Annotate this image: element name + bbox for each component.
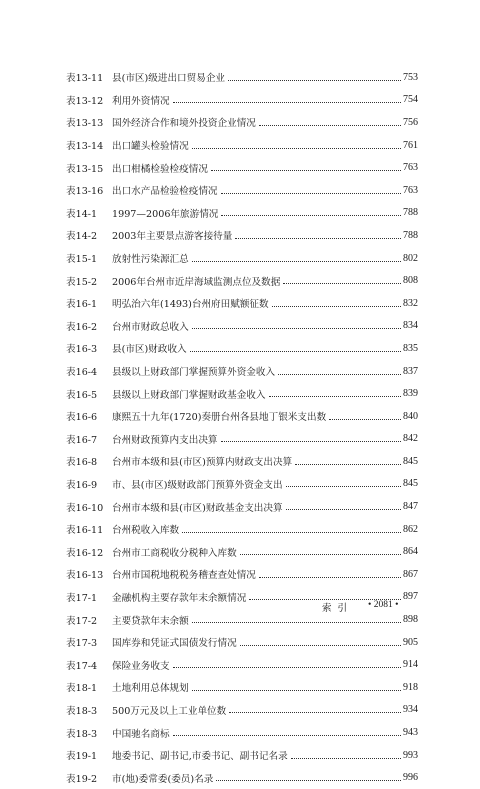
entry-code: 表13-12: [66, 95, 104, 107]
dot-leader: [190, 351, 401, 352]
entry-code: 表16-12: [66, 547, 104, 559]
entry-code: 表16-6: [66, 412, 98, 424]
entry-title: 金融机构主要存款年末余额情况: [112, 592, 247, 604]
entry-title: 康熙五十九年(1720)奏册台州各县地丁银米支出数: [112, 412, 327, 424]
entry-page-number: 905: [403, 636, 418, 648]
entry-code: 表14-2: [66, 231, 98, 243]
toc-entry: [66, 653, 418, 676]
entry-page-number: 864: [403, 546, 418, 558]
toc-entry: [66, 202, 418, 225]
toc-entry: [66, 405, 418, 428]
entry-title: 土地利用总体规划: [112, 683, 189, 695]
toc-entry: [66, 699, 418, 722]
entry-title: 2003年主要景点游客接待量: [112, 231, 233, 243]
entry-page-number: 934: [403, 704, 418, 716]
entry-title: 1997—2006年旅游情况: [112, 208, 219, 220]
entry-page-number: 840: [403, 410, 418, 422]
entry-page-number: 898: [403, 614, 418, 626]
toc-entry: [66, 473, 418, 496]
toc-entry: [66, 89, 418, 112]
entry-title: 台州市国税地税税务稽查查处情况: [112, 570, 256, 582]
entry-page-number: 761: [403, 139, 418, 151]
entry-code: 表13-14: [66, 141, 104, 153]
entry-title: 出口罐头检验情况: [112, 141, 189, 153]
dot-leader: [192, 690, 401, 691]
dot-leader: [173, 735, 401, 736]
toc-entry: [66, 428, 418, 451]
entry-code: 表16-1: [66, 299, 98, 311]
toc-entry: [66, 744, 418, 767]
toc-entry: [66, 247, 418, 270]
entry-code: 表17-1: [66, 592, 98, 604]
entry-title: 放射性污染源汇总: [112, 254, 189, 266]
dot-leader: [291, 758, 401, 759]
toc-entry: [66, 676, 418, 699]
entry-page-number: 788: [403, 207, 418, 219]
entry-page-number: 788: [403, 229, 418, 241]
toc-entry: [66, 111, 418, 134]
dot-leader: [272, 306, 401, 307]
entry-page-number: 847: [403, 501, 418, 513]
entry-code: 表16-3: [66, 344, 98, 356]
entry-title: 主要贷款年末余额: [112, 615, 189, 627]
entry-code: 表16-4: [66, 367, 98, 379]
dot-leader: [235, 238, 401, 239]
entry-code: 表13-15: [66, 163, 104, 175]
entry-code: 表16-2: [66, 321, 98, 333]
entry-code: 表18-1: [66, 683, 98, 695]
entry-code: 表16-8: [66, 457, 98, 469]
dot-leader: [240, 554, 401, 555]
entry-title: 地委书记、副书记,市委书记、副书记名录: [112, 751, 288, 763]
dot-leader: [229, 712, 401, 713]
entry-page-number: 834: [403, 320, 418, 332]
dot-leader: [259, 577, 401, 578]
entry-title: 县(市区)财政收入: [112, 344, 187, 356]
dot-leader: [259, 125, 401, 126]
dot-leader: [221, 193, 401, 194]
entry-code: 表16-10: [66, 502, 104, 514]
entry-title: 县(市区)级进出口贸易企业: [112, 73, 226, 85]
entry-title: 2006年台州市近岸海域监测点位及数据: [112, 276, 281, 288]
entry-page-number: 837: [403, 365, 418, 377]
toc-entry: [66, 766, 418, 789]
toc-entry: [66, 631, 418, 654]
entry-page-number: 802: [403, 252, 418, 264]
entry-page-number: 839: [403, 388, 418, 400]
entry-code: 表17-2: [66, 615, 98, 627]
entry-page-number: 835: [403, 342, 418, 354]
entry-code: 表16-9: [66, 479, 98, 491]
entry-page-number: 996: [403, 772, 418, 784]
entry-page-number: 832: [403, 297, 418, 309]
dot-leader: [192, 148, 401, 149]
toc-entry: [66, 360, 418, 383]
toc-entry: [66, 134, 418, 157]
entry-page-number: 753: [403, 71, 418, 83]
entry-page-number: 862: [403, 523, 418, 535]
toc-entry: [66, 563, 418, 586]
footer-section-label: 索引: [322, 603, 354, 614]
toc-entry: [66, 540, 418, 563]
dot-leader: [221, 441, 401, 442]
entry-title: 台州税收入库数: [112, 525, 180, 537]
entry-page-number: 754: [403, 94, 418, 106]
entry-page-number: 897: [403, 591, 418, 603]
toc-entry: [66, 495, 418, 518]
entry-code: 表13-11: [66, 73, 104, 85]
table-of-contents: [66, 66, 418, 789]
toc-entry: [66, 269, 418, 292]
page-footer: [0, 600, 480, 616]
toc-entry: [66, 156, 418, 179]
entry-code: 表16-11: [66, 525, 104, 537]
dot-leader: [173, 102, 401, 103]
entry-page-number: 763: [403, 184, 418, 196]
toc-entry: [66, 315, 418, 338]
entry-page-number: 914: [403, 659, 418, 671]
entry-code: 表19-2: [66, 773, 98, 785]
dot-leader: [216, 780, 401, 781]
entry-page-number: 756: [403, 116, 418, 128]
entry-page-number: 867: [403, 568, 418, 580]
dot-leader: [192, 261, 401, 262]
entry-title: 市、县(市区)级财政部门预算外资金支出: [112, 479, 283, 491]
entry-page-number: 845: [403, 478, 418, 490]
entry-code: 表19-1: [66, 751, 98, 763]
entry-code: 表16-13: [66, 570, 104, 582]
dot-leader: [173, 667, 401, 668]
entry-title: 500万元及以上工业单位数: [112, 705, 227, 717]
entry-title: 保险业务收支: [112, 660, 170, 672]
toc-entry: [66, 450, 418, 473]
entry-title: 中国驰名商标: [112, 728, 170, 740]
dot-leader: [211, 170, 401, 171]
entry-title: 出口柑橘检验检疫情况: [112, 163, 208, 175]
dot-leader: [286, 486, 401, 487]
dot-leader: [329, 419, 401, 420]
dot-leader: [182, 532, 401, 533]
dot-leader: [278, 374, 401, 375]
entry-title: 台州市本级和县(市区)财政基金支出决算: [112, 502, 283, 514]
entry-title: 台州财政预算内支出决算: [112, 434, 218, 446]
dot-leader: [295, 464, 401, 465]
toc-entry: [66, 66, 418, 89]
entry-code: 表16-5: [66, 389, 98, 401]
entry-title: 台州市工商税收分税种入库数: [112, 547, 237, 559]
toc-entry: [66, 518, 418, 541]
entry-page-number: 943: [403, 727, 418, 739]
entry-page-number: 808: [403, 275, 418, 287]
entry-title: 明弘治六年(1493)台州府田赋额征数: [112, 299, 269, 311]
footer-page-number: • 2081 •: [368, 600, 399, 610]
entry-title: 利用外资情况: [112, 95, 170, 107]
entry-page-number: 845: [403, 455, 418, 467]
toc-entry: [66, 179, 418, 202]
entry-code: 表15-2: [66, 276, 98, 288]
entry-code: 表13-13: [66, 118, 104, 130]
dot-leader: [221, 215, 401, 216]
toc-entry: [66, 337, 418, 360]
dot-leader: [269, 396, 402, 397]
entry-title: 台州市本级和县(市区)预算内财政支出决算: [112, 457, 293, 469]
dot-leader: [240, 645, 401, 646]
entry-title: 出口水产品检验检疫情况: [112, 186, 218, 198]
entry-code: 表17-3: [66, 638, 98, 650]
entry-title: 县级以上财政部门掌握预算外资金收入: [112, 367, 276, 379]
entry-code: 表14-1: [66, 208, 98, 220]
entry-page-number: 842: [403, 433, 418, 445]
entry-title: 县级以上财政部门掌握财政基金收入: [112, 389, 266, 401]
dot-leader: [283, 283, 401, 284]
dot-leader: [192, 622, 401, 623]
toc-entry: [66, 224, 418, 247]
entry-code: 表15-1: [66, 254, 98, 266]
entry-title: 市(地)委常委(委员)名录: [112, 773, 214, 785]
dot-leader: [286, 509, 401, 510]
dot-leader: [228, 80, 401, 81]
entry-title: 国外经济合作和境外投资企业情况: [112, 118, 256, 130]
entry-code: 表16-7: [66, 434, 98, 446]
toc-entry: [66, 382, 418, 405]
entry-code: 表13-16: [66, 186, 104, 198]
toc-entry: [66, 292, 418, 315]
entry-code: 表18-3: [66, 728, 98, 740]
entry-title: 国库券和凭证式国债发行情况: [112, 638, 237, 650]
entry-page-number: 993: [403, 749, 418, 761]
entry-page-number: 918: [403, 681, 418, 693]
dot-leader: [192, 328, 401, 329]
entry-title: 台州市财政总收入: [112, 321, 189, 333]
entry-code: 表18-3: [66, 705, 98, 717]
entry-code: 表17-4: [66, 660, 98, 672]
toc-entry: [66, 721, 418, 744]
entry-page-number: 763: [403, 162, 418, 174]
